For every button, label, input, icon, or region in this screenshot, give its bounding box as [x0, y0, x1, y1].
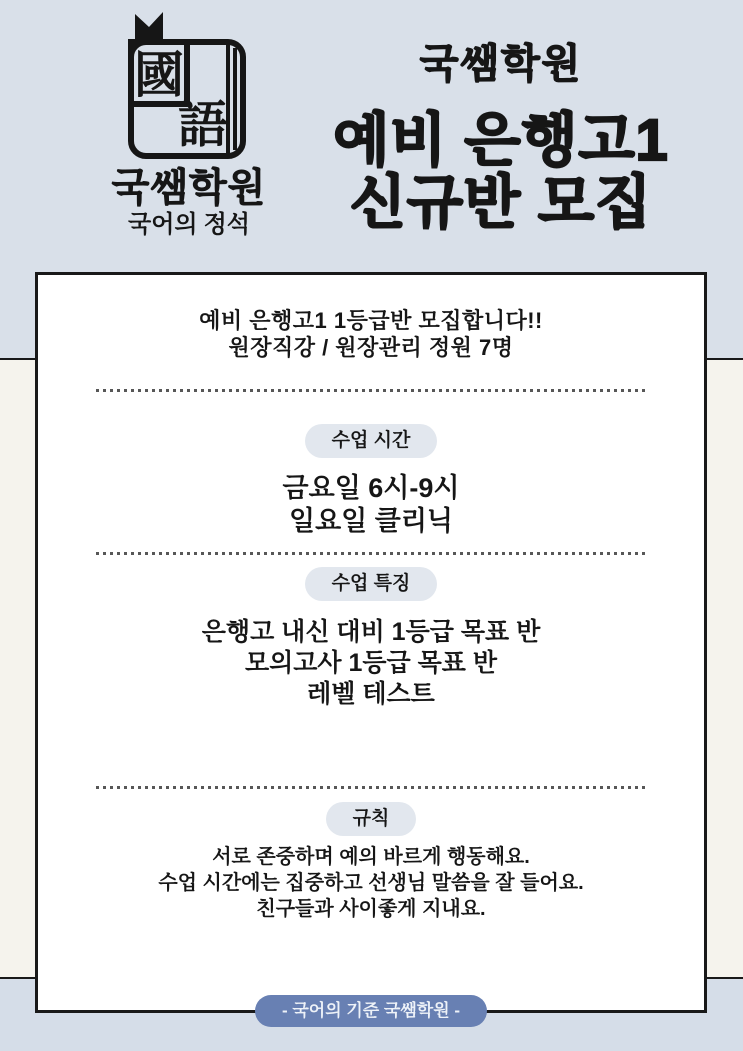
- class-features-line2: 모의고사 1등급 목표 반: [244, 649, 498, 677]
- logo-hanja-top: 國: [134, 47, 184, 103]
- badge-class-features: 수업 특징: [305, 567, 438, 601]
- intro-line2: 원장직강 / 원장관리 정원 7명: [228, 335, 514, 360]
- intro-line1: 예비 은행고1 1등급반 모집합니다!!: [199, 308, 543, 333]
- class-features-line3: 레벨 테스트: [307, 680, 435, 708]
- intro-text: [38, 307, 704, 361]
- poster-title-block: [258, 42, 743, 234]
- poster-title-line1: 예비 은행고1: [333, 108, 669, 173]
- poster-title-line2: 신규반 모집: [349, 170, 653, 235]
- academy-logo: [108, 10, 270, 238]
- rules-lines: [38, 844, 704, 922]
- info-card: [35, 272, 707, 1020]
- rules-line3: 친구들과 사이좋게 지내요.: [256, 898, 486, 920]
- dotted-divider: [96, 389, 646, 392]
- class-time-line1: 금요일 6시-9시: [282, 473, 460, 503]
- badge-rules: 규칙: [326, 802, 417, 836]
- class-time-line2: 일요일 클리닉: [289, 506, 453, 536]
- title-academy-name: 국쌤학원: [419, 42, 583, 86]
- logo-academy-name: 국쌤학원: [111, 167, 267, 210]
- rules-line2: 수업 시간에는 집중하고 선생님 말씀을 잘 들어요.: [158, 872, 584, 894]
- class-time-lines: [38, 472, 704, 538]
- logo-tagline: 국어의 정석: [128, 212, 250, 238]
- rules-line1: 서로 존중하며 예의 바르게 행동해요.: [212, 846, 530, 868]
- dotted-divider: [96, 552, 646, 555]
- logo-hanja-bottom: 語: [178, 97, 228, 153]
- poster-title: [258, 110, 743, 234]
- class-features-lines: [38, 617, 704, 710]
- book-logo-icon: [125, 10, 253, 162]
- dotted-divider: [96, 786, 646, 789]
- footer-slogan-badge: - 국어의 기준 국쌤학원 -: [255, 995, 487, 1027]
- badge-class-time: 수업 시간: [305, 424, 438, 458]
- class-features-line1: 은행고 내신 대비 1등급 목표 반: [201, 618, 541, 646]
